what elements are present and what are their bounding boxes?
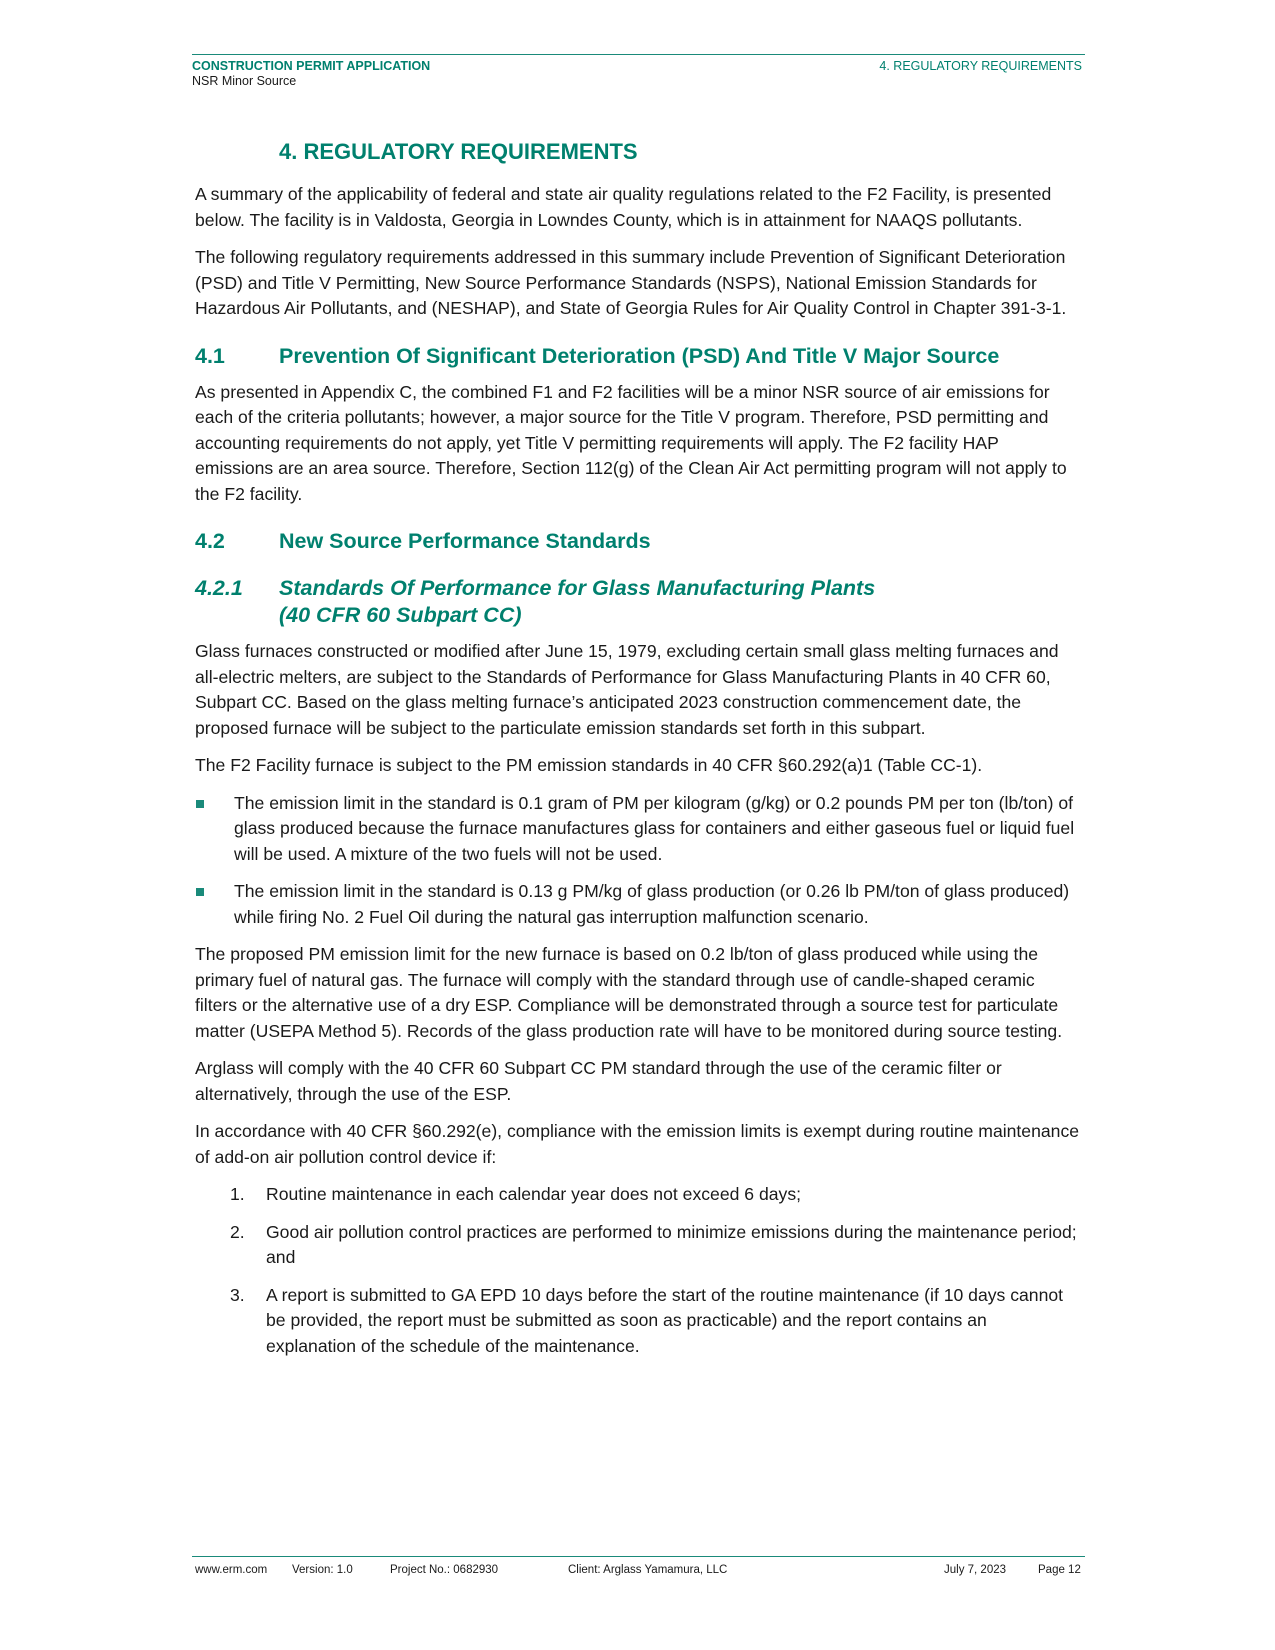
list-item-text: Routine maintenance in each calendar year does not exceed 6 days;: [266, 1184, 802, 1204]
list-item-text: Good air pollution control practices are performed to minimize emissions during the maintenance period; and: [266, 1221, 1077, 1267]
heading-4-1: [195, 342, 1081, 370]
emission-limit-bullet-list: [195, 791, 1081, 931]
list-item: [195, 879, 1081, 930]
footer-date: July 7, 2023: [944, 1564, 1007, 1576]
section-4-2-1-paragraph-4: Arglass will comply with the 40 CFR 60 Subpart CC PM standard through the use of the ceramic filter or alternatively, through the use of the ESP.: [195, 1058, 1002, 1104]
page-footer: [192, 1556, 1085, 1576]
heading-text: Prevention Of Significant Deterioration (PSD) And Title V Major Source: [279, 343, 1000, 368]
list-item-number: 3.: [230, 1284, 245, 1305]
list-item: [195, 791, 1081, 868]
heading-number: 4.1: [195, 343, 225, 368]
footer-client: Client: Arglass Yamamura, LLC: [568, 1564, 728, 1576]
intro-paragraph-1: A summary of the applicability of federal and state air quality regulations related to the F2 Facility, is presented below. The facility is in Valdosta, Georgia in Lowndes County, which is in attainment for NAAQS pollutants.: [195, 184, 1052, 230]
list-item-text: A report is submitted to GA EPD 10 days before the start of the routine maintenance (if 10 days cannot be provided, the report must be submitted as soon as practicable) and the report contains an explanation of the schedule of the maintenance.: [266, 1284, 1064, 1356]
section-4-2-1-paragraph-5: In accordance with 40 CFR §60.292(e), compliance with the emission limits is exempt during routine maintenance of add-on air pollution control device if:: [195, 1121, 1080, 1167]
square-bullet-icon: [196, 800, 204, 808]
footer-website: www.erm.com: [195, 1564, 268, 1576]
square-bullet-icon: [196, 888, 204, 896]
footer-version: Version: 1.0: [292, 1564, 353, 1576]
list-item: [195, 1283, 1081, 1360]
maintenance-conditions-list: [195, 1182, 1081, 1359]
footer-project: Project No.: 0682930: [390, 1564, 499, 1576]
list-item-number: 2.: [230, 1221, 245, 1242]
section-4-2-1-paragraph-2: The F2 Facility furnace is subject to the PM emission standards in 40 CFR §60.292(a)1 (Table CC-1).: [195, 755, 983, 775]
page-header: [192, 54, 1085, 89]
page-body: [195, 138, 1081, 1371]
heading-4-2: [195, 527, 1081, 555]
header-doc-subtitle: NSR Minor Source: [192, 74, 297, 88]
intro-paragraph-2: The following regulatory requirements addressed in this summary include Prevention of Significant Deterioration (PSD) and Title V Permitting, New Source Performance Standards (NSPS), National Emission Standards for Hazardous Air Pollutants, and (NESHAP), and State of Georgia Rules for Air Quality Control in Chapter 391-3-1.: [195, 247, 1067, 318]
list-item-number: 1.: [230, 1184, 245, 1204]
heading-text: [279, 575, 875, 629]
heading-number: 4.2.1: [195, 576, 243, 600]
header-doc-title: CONSTRUCTION PERMIT APPLICATION: [192, 59, 431, 73]
heading-line-2: (40 CFR 60 Subpart CC): [279, 603, 522, 627]
heading-text: New Source Performance Standards: [279, 529, 651, 553]
section-4-2-1-paragraph-3: The proposed PM emission limit for the new furnace is based on 0.2 lb/ton of glass produced while using the primary fuel of natural gas. The furnace will comply with the standard through use of candle-shaped ceramic filters or the alternative use of a dry ESP. Compliance will be demonstrated through a source test for particulate matter (USEPA Method 5). Records of the glass production rate will have to be monitored during source testing.: [195, 944, 1063, 1041]
section-4-1-paragraph: As presented in Appendix C, the combined F1 and F2 facilities will be a minor NSR source of air emissions for each of the criteria pollutants; however, a major source for the Title V program. Therefore, PSD permitting and accounting requirements do not apply, yet Title V permitting requirements will apply. The F2 facility HAP emissions are an area source. Therefore, Section 112(g) of the Clean Air Act permitting program will not apply to the F2 facility.: [195, 381, 1067, 504]
header-section-ref: 4. REGULATORY REQUIREMENTS: [879, 59, 1082, 73]
list-item: [195, 1182, 1081, 1208]
list-item-text: The emission limit in the standard is 0.1 gram of PM per kilogram (g/kg) or 0.2 pounds PM per ton (lb/ton) of glass produced because the furnace manufactures glass for containers and either gaseous fuel or liquid fuel will be used. A mixture of the two fuels will not be used.: [234, 792, 1075, 864]
section-title: 4. REGULATORY REQUIREMENTS: [279, 139, 638, 164]
list-item-text: The emission limit in the standard is 0.13 g PM/kg of glass production (or 0.26 lb PM/ton of glass produced) while firing No. 2 Fuel Oil during the natural gas interruption malfunction scenario.: [234, 881, 1070, 927]
heading-number: 4.2: [195, 529, 225, 553]
heading-4-2-1: [195, 575, 1081, 629]
list-item: [195, 1220, 1081, 1271]
footer-page-number: Page 12: [1038, 1564, 1081, 1576]
section-4-2-1-paragraph-1: Glass furnaces constructed or modified after June 15, 1979, excluding certain small glass melting furnaces and all-electric melters, are subject to the Standards of Performance for Glass Manufacturing Plants in 40 CFR 60, Subpart CC. Based on the glass melting furnace’s anticipated 2023 construction commencement date, the proposed furnace will be subject to the particulate emission standards set forth in this subpart.: [195, 641, 1059, 738]
heading-line-1: Standards Of Performance for Glass Manufacturing Plants: [279, 576, 876, 600]
